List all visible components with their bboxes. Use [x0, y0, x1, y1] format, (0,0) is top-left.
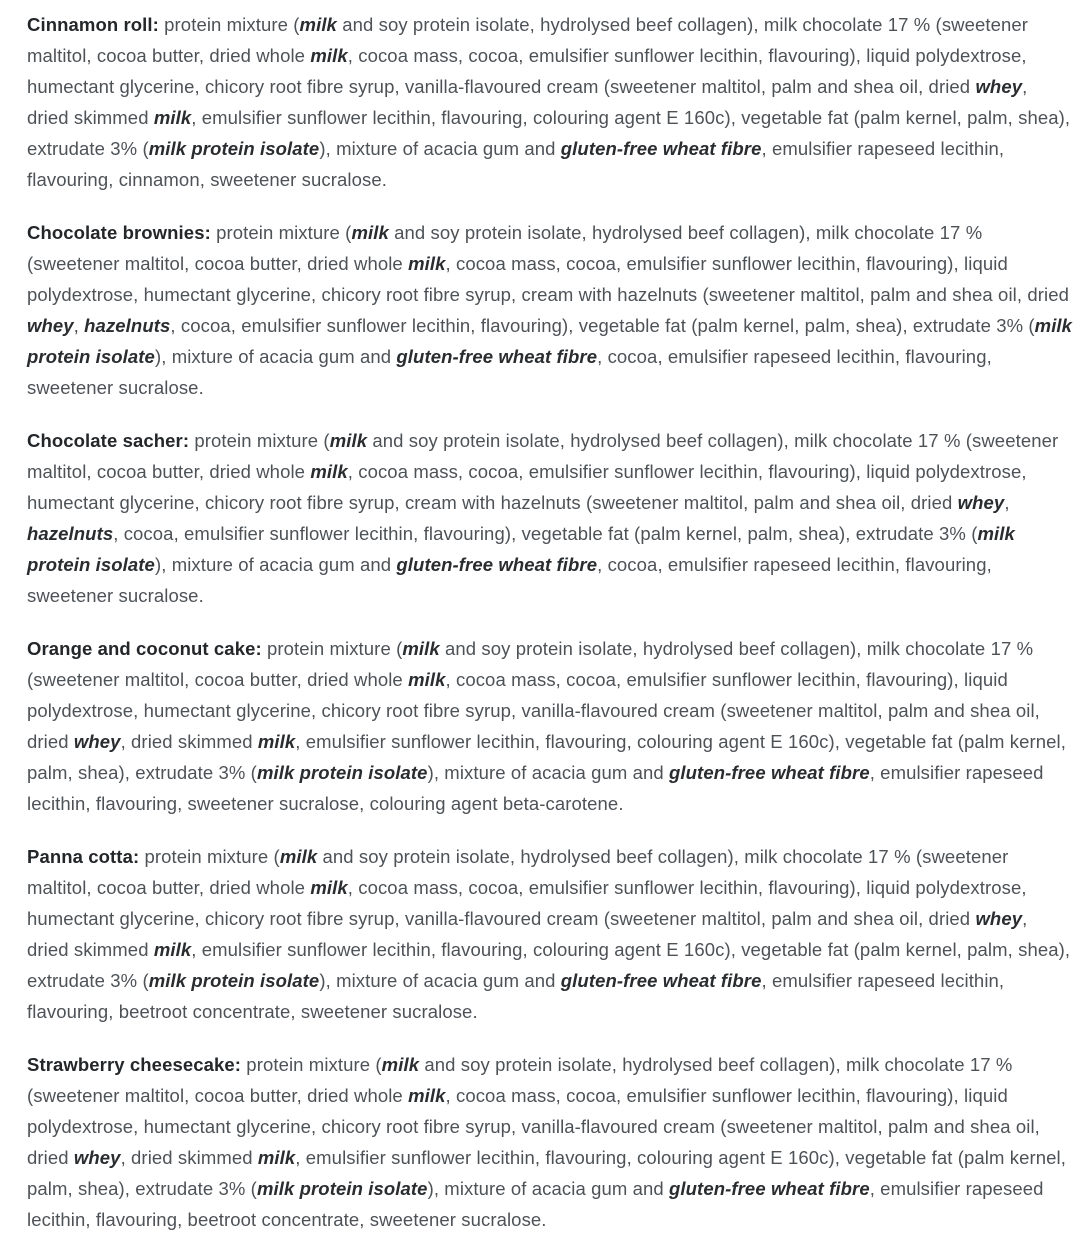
allergen-text: milk: [299, 14, 337, 35]
ingredient-text: and soy protein isolate, hydrolysed beef collagen), milk chocolate 17 % (sweetener maltitol, cocoa butter, dried whole: [27, 430, 1059, 482]
ingredient-text: protein mixture (: [189, 430, 330, 451]
ingredient-text: , emulsifier sunflower lecithin, flavouring, colouring agent E 160c), vegetable fat (palm kernel, palm, shea), extrudate 3% (: [27, 107, 1071, 159]
ingredient-paragraph: [27, 425, 1074, 611]
ingredient-text: and soy protein isolate, hydrolysed beef collagen), milk chocolate 17 % (sweetener maltitol, cocoa butter, dried whole: [27, 14, 1029, 66]
allergen-text: milk protein isolate: [256, 762, 428, 783]
flavor-name: Chocolate brownies:: [27, 222, 211, 243]
allergen-text: milk: [257, 1147, 296, 1168]
allergen-text: milk: [408, 1085, 446, 1106]
allergen-text: whey: [975, 908, 1023, 929]
ingredient-paragraph: [27, 1049, 1074, 1235]
allergen-text: milk protein isolate: [256, 1178, 428, 1199]
ingredient-paragraph: [27, 633, 1074, 819]
ingredient-text: ), mixture of acacia gum and: [319, 138, 561, 159]
allergen-text: whey: [73, 1147, 121, 1168]
allergen-text: whey: [27, 315, 74, 336]
allergen-text: milk: [408, 669, 446, 690]
ingredient-paragraph: [27, 9, 1074, 195]
allergen-text: milk: [351, 222, 389, 243]
ingredient-text: ), mixture of acacia gum and: [319, 970, 561, 991]
allergen-text: milk: [153, 107, 192, 128]
ingredient-text: and soy protein isolate, hydrolysed beef collagen), milk chocolate 17 % (sweetener maltitol, cocoa butter, dried whole: [27, 846, 1009, 898]
allergen-text: milk: [408, 253, 446, 274]
allergen-text: milk: [279, 846, 318, 867]
flavor-name: Chocolate sacher:: [27, 430, 190, 451]
ingredient-text: , cocoa mass, cocoa, emulsifier sunflower lecithin, flavouring), liquid polydextrose, humectant glycerine, chicory root fibre syrup, cream with hazelnuts (sweetener maltitol, palm and shea oil, dried: [27, 253, 1069, 305]
ingredient-text: protein mixture (: [139, 846, 280, 867]
ingredient-text: ), mixture of acacia gum and: [154, 346, 397, 367]
allergen-text: gluten-free wheat fibre: [669, 762, 870, 783]
ingredient-text: , cocoa, emulsifier sunflower lecithin, flavouring), vegetable fat (palm kernel, palm, shea), extrudate 3% (: [113, 523, 978, 544]
allergen-text: whey: [957, 492, 1005, 513]
allergen-text: milk protein isolate: [27, 315, 1073, 367]
ingredient-text: , emulsifier rapeseed lecithin, flavouring, beetroot concentrate, sweetener sucralose.: [27, 970, 1005, 1022]
allergen-text: whey: [73, 731, 121, 752]
ingredient-text: , dried skimmed: [120, 1147, 258, 1168]
ingredient-text: , dried skimmed: [120, 731, 258, 752]
ingredient-text: , emulsifier rapeseed lecithin, flavouring, cinnamon, sweetener sucralose.: [27, 138, 1005, 190]
ingredient-text: protein mixture (: [210, 222, 352, 243]
flavor-name: Panna cotta:: [27, 846, 140, 867]
ingredient-text: , cocoa mass, cocoa, emulsifier sunflower lecithin, flavouring), liquid polydextrose, humectant glycerine, chicory root fibre syrup, vanilla-flavoured cream (sweetener maltitol, palm and shea oil, dried: [27, 1085, 1040, 1168]
ingredient-text: ), mixture of acacia gum and: [427, 762, 670, 783]
ingredient-text: protein mixture (: [241, 1054, 382, 1075]
ingredient-text: , cocoa mass, cocoa, emulsifier sunflower lecithin, flavouring), liquid polydextrose, humectant glycerine, chicory root fibre syrup, cream with hazelnuts (sweetener maltitol, palm and shea oil, dried: [27, 461, 1027, 513]
ingredient-text: and soy protein isolate, hydrolysed beef collagen), milk chocolate 17 % (sweetener maltitol, cocoa butter, dried whole: [27, 222, 983, 274]
ingredient-paragraph: [27, 841, 1074, 1027]
allergen-text: milk protein isolate: [27, 523, 1015, 575]
ingredient-text: and soy protein isolate, hydrolysed beef collagen), milk chocolate 17 % (sweetener maltitol, cocoa butter, dried whole: [27, 1054, 1013, 1106]
flavor-name: Strawberry cheesecake:: [27, 1054, 242, 1075]
ingredient-text: , cocoa mass, cocoa, emulsifier sunflower lecithin, flavouring), liquid polydextrose, humectant glycerine, chicory root fibre syrup, vanilla-flavoured cream (sweetener maltitol, palm and shea oil, dried: [27, 877, 1027, 929]
allergen-text: milk protein isolate: [148, 138, 320, 159]
allergen-text: gluten-free wheat fibre: [396, 346, 598, 367]
allergen-text: hazelnuts: [27, 523, 114, 544]
allergen-text: milk: [310, 461, 348, 482]
ingredient-text: , cocoa, emulsifier rapeseed lecithin, flavouring, sweetener sucralose.: [27, 346, 992, 398]
ingredient-text: , cocoa, emulsifier rapeseed lecithin, flavouring, sweetener sucralose.: [27, 554, 992, 606]
ingredient-text: and soy protein isolate, hydrolysed beef collagen), milk chocolate 17 % (sweetener maltitol, cocoa butter, dried whole: [27, 638, 1034, 690]
flavor-name: Cinnamon roll:: [27, 14, 159, 35]
allergen-text: gluten-free wheat fibre: [560, 970, 762, 991]
allergen-text: milk: [310, 45, 348, 66]
allergen-text: whey: [975, 76, 1023, 97]
ingredient-text: , cocoa mass, cocoa, emulsifier sunflower lecithin, flavouring), liquid polydextrose, humectant glycerine, chicory root fibre syrup, vanilla-flavoured cream (sweetener maltitol, palm and shea oil, dried: [27, 669, 1040, 752]
ingredient-text: , cocoa mass, cocoa, emulsifier sunflower lecithin, flavouring), liquid polydextrose, humectant glycerine, chicory root fibre syrup, vanilla-flavoured cream (sweetener maltitol, palm and shea oil, dried: [27, 45, 1027, 97]
ingredient-text: , dried skimmed: [27, 76, 1028, 128]
ingredient-text: ,: [73, 315, 85, 336]
allergen-text: gluten-free wheat fibre: [396, 554, 598, 575]
allergen-text: milk: [329, 430, 368, 451]
ingredient-text: , emulsifier sunflower lecithin, flavouring, colouring agent E 160c), vegetable fat (palm kernel, palm, shea), extrudate 3% (: [27, 939, 1071, 991]
allergen-text: gluten-free wheat fibre: [560, 138, 762, 159]
ingredient-list: [27, 9, 1074, 1235]
ingredient-text: , emulsifier sunflower lecithin, flavouring, colouring agent E 160c), vegetable fat (palm kernel, palm, shea), extrudate 3% (: [27, 731, 1066, 783]
ingredient-paragraph: [27, 217, 1074, 403]
ingredient-text: protein mixture (: [158, 14, 300, 35]
allergen-text: milk protein isolate: [148, 970, 320, 991]
allergen-text: milk: [402, 638, 440, 659]
allergen-text: milk: [381, 1054, 420, 1075]
allergen-text: gluten-free wheat fibre: [669, 1178, 870, 1199]
allergen-text: milk: [310, 877, 348, 898]
ingredient-text: ), mixture of acacia gum and: [427, 1178, 670, 1199]
ingredient-text: ), mixture of acacia gum and: [154, 554, 397, 575]
flavor-name: Orange and coconut cake:: [27, 638, 262, 659]
allergen-text: milk: [153, 939, 192, 960]
allergen-text: hazelnuts: [84, 315, 171, 336]
ingredient-text: , emulsifier rapeseed lecithin, flavouring, sweetener sucralose, colouring agent beta-carotene.: [27, 762, 1044, 814]
ingredient-text: protein mixture (: [261, 638, 403, 659]
ingredient-text: , emulsifier sunflower lecithin, flavouring, colouring agent E 160c), vegetable fat (palm kernel, palm, shea), extrudate 3% (: [27, 1147, 1066, 1199]
ingredient-text: , dried skimmed: [27, 908, 1028, 960]
ingredient-text: ,: [1004, 492, 1010, 513]
ingredient-text: , cocoa, emulsifier sunflower lecithin, flavouring), vegetable fat (palm kernel, palm, shea), extrudate 3% (: [170, 315, 1035, 336]
ingredient-text: , emulsifier rapeseed lecithin, flavouring, beetroot concentrate, sweetener sucralose.: [27, 1178, 1044, 1230]
allergen-text: milk: [257, 731, 296, 752]
